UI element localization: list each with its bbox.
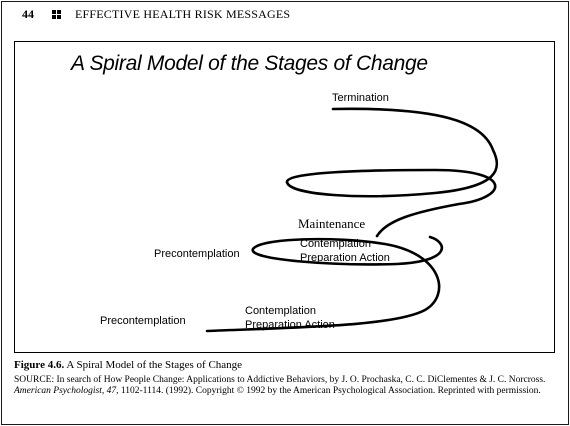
section-mark-icon [52, 10, 61, 19]
label-termination: Termination [332, 92, 389, 104]
figure-title: A Spiral Model of the Stages of Change [71, 52, 428, 75]
source-prefix: SOURCE: In search of How People Change: Applications to Addictive Behaviors, by J. O. Prochaska, C. C. DiClementes & J. C. Norcross. [14, 375, 546, 385]
caption-title-line [14, 359, 560, 371]
label-precontemplation-lower: Precontemplation [100, 315, 186, 327]
spiral-diagram [15, 42, 554, 352]
label-preparation-action-lower: Preparation Action [245, 319, 335, 331]
figure [14, 41, 555, 353]
label-contemplation-lower: Contemplation [245, 305, 316, 317]
source-volume: 47, [106, 386, 119, 396]
label-maintenance: Maintenance [298, 216, 366, 231]
page-header [22, 5, 290, 23]
page-number: 44 [22, 6, 34, 21]
caption-title: A Spiral Model of the Stages of Change [66, 359, 243, 371]
source-journal: American Psychologist, [14, 386, 105, 396]
running-head: EFFECTIVE HEALTH RISK MESSAGES [75, 6, 291, 21]
caption-label: Figure 4.6. [14, 359, 65, 371]
label-contemplation-upper: Contemplation [300, 238, 371, 250]
caption-source [14, 375, 560, 397]
spiral-path-lower-upper [287, 109, 497, 196]
label-preparation-action-upper: Preparation Action [300, 252, 390, 264]
label-precontemplation-upper: Precontemplation [154, 248, 240, 260]
source-suffix: 1102-1114. (1992). Copyright © 1992 by the American Psychological Association. Reprinted with permission. [120, 386, 541, 396]
figure-caption [14, 359, 560, 397]
